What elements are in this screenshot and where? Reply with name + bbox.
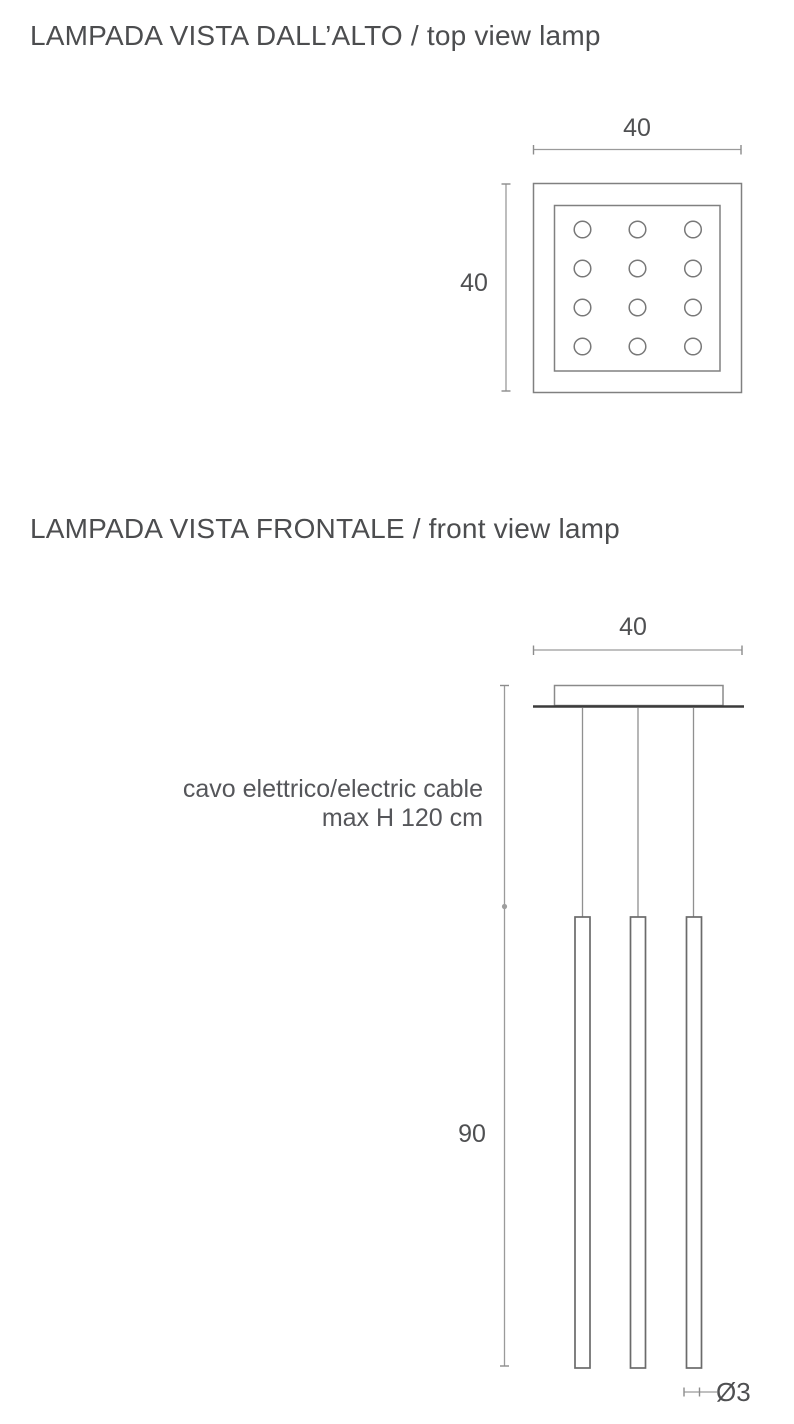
tube-diameter-dimension [684, 1388, 717, 1397]
led-hole [629, 299, 646, 316]
led-hole [685, 299, 702, 316]
front-view-width-dimension-line [534, 646, 743, 656]
led-hole [574, 221, 591, 238]
top-view-height-dim-label: 40 [460, 269, 488, 297]
led-hole [629, 338, 646, 355]
led-hole [629, 221, 646, 238]
front-view-drawing [500, 646, 744, 1397]
canopy-outer-square [534, 184, 742, 393]
tube-diameter-dim-label: Ø3 [716, 1377, 751, 1407]
pendant-tubes [575, 917, 702, 1368]
pendant-length-dim-label: 90 [458, 1120, 486, 1148]
front-view-title: LAMPADA VISTA FRONTALE / front view lamp [30, 513, 620, 544]
led-hole [685, 221, 702, 238]
electric-cable-note [133, 775, 483, 832]
electric-cable-note-line1: cavo elettrico/electric cable [182, 775, 483, 803]
pendant-tube [575, 917, 590, 1368]
front-view-width-dim-label: 40 [619, 613, 647, 641]
pendant-tube [687, 917, 702, 1368]
ceiling-canopy [555, 686, 724, 706]
electric-cable-note-line2: max H 120 cm [321, 803, 483, 832]
led-hole-grid [574, 221, 701, 355]
top-view-width-dimension-line [534, 145, 742, 155]
dimension-split-dot [502, 904, 507, 909]
led-hole [685, 260, 702, 277]
led-hole [574, 299, 591, 316]
front-view-height-dimension-line [500, 686, 509, 1367]
pendant-tube [631, 917, 646, 1368]
top-view-width-dim-label: 40 [623, 114, 651, 142]
led-hole [574, 338, 591, 355]
top-view-drawing [502, 145, 742, 393]
electric-cables [583, 708, 694, 917]
top-view-title: LAMPADA VISTA DALL’ALTO / top view lamp [30, 20, 601, 51]
led-hole [685, 338, 702, 355]
led-hole [574, 260, 591, 277]
led-hole [629, 260, 646, 277]
